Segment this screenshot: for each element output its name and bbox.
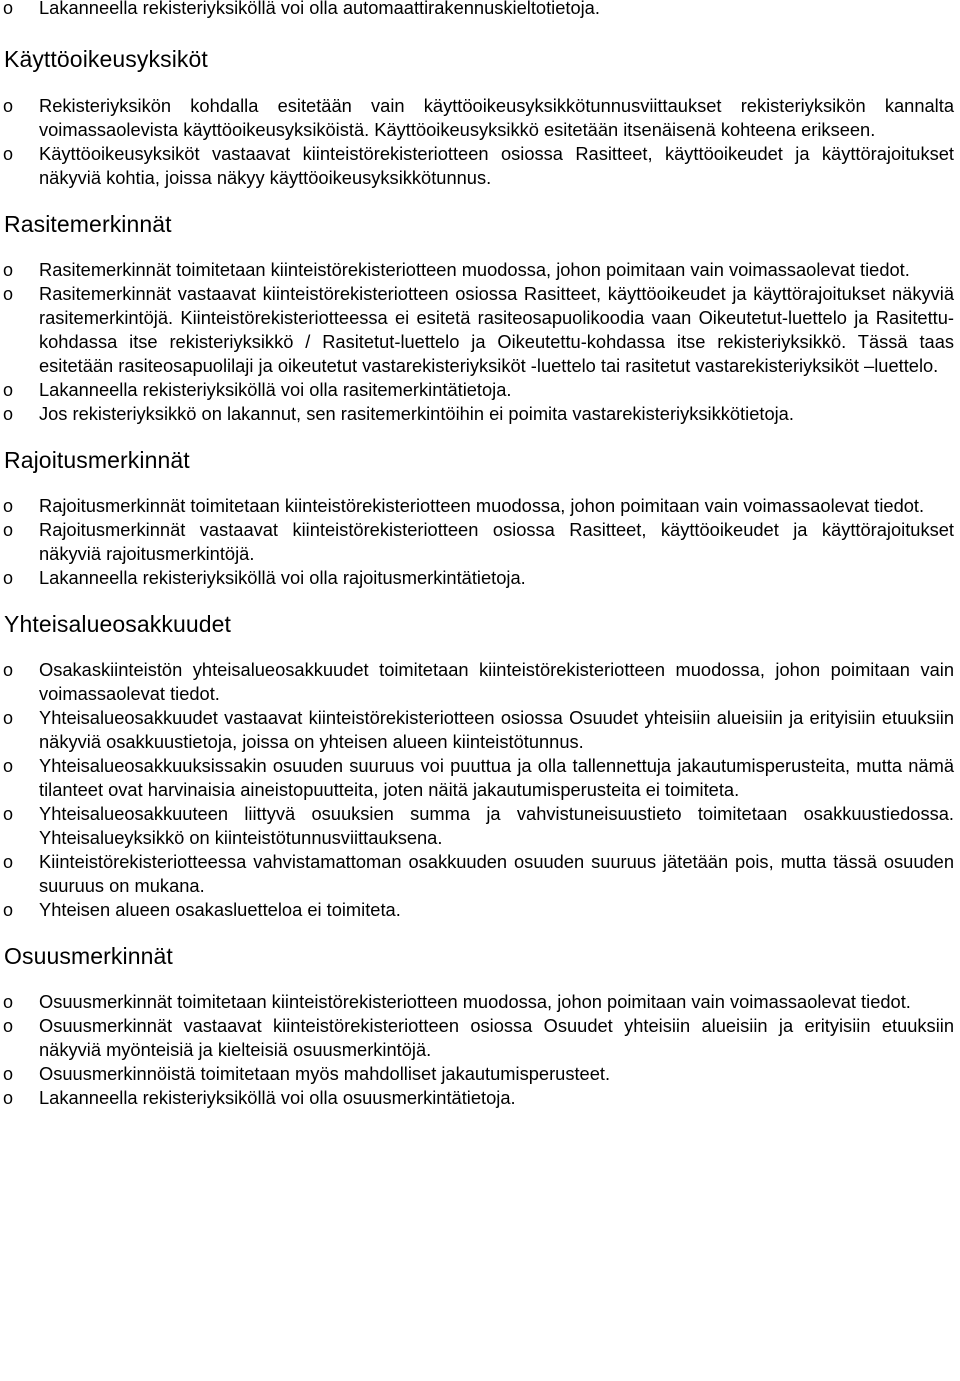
bullet-marker: o: [3, 708, 14, 728]
list-item: o Osuusmerkinnät vastaavat kiinteistörekisteriotteen osiossa Osuudet yhteisiin alueisiin ja erityisiin etuuksiin näkyviä myönteisiä ja kielteisiä osuusmerkintöjä.: [3, 1015, 954, 1060]
bullet-marker: o: [3, 1088, 14, 1108]
list-item: o Yhteisalueosakkuuksissakin osuuden suuruus voi puuttua ja olla tallennettuja jakautumisperusteita, mutta nämä tilanteet ovat harvinaisia aineistopuutteita, joten näitä jakautumisperusteita ei toimiteta.: [3, 755, 954, 800]
list-item: o Yhteisalueosakkuuteen liittyvä osuuksien summa ja vahvistuneisuustieto toimitetaan osakkuustiedossa. Yhteisalueyksikkö on kiinteistötunnusviittauksena.: [3, 803, 954, 848]
list-item: o Yhteisen alueen osakasluetteloa ei toimiteta.: [3, 899, 401, 920]
bullet-marker: o: [3, 804, 14, 824]
list-item: o Osuusmerkinnöistä toimitetaan myös mahdolliset jakautumisperusteet.: [3, 1063, 611, 1084]
section-kayttooikeusyksikot: [0, 45, 960, 190]
list-item: o Käyttöoikeusyksiköt vastaavat kiinteistörekisteriotteen osiossa Rasitteet, käyttöoikeudet ja käyttörajoitukset näkyviä kohtia, joissa näkyy käyttöoikeusyksikkötunnus.: [3, 143, 954, 188]
list-item: o Lakanneella rekisteriyksiköllä voi olla osuusmerkintätietoja.: [3, 1087, 516, 1108]
bullet-marker: o: [3, 900, 14, 920]
section-heading: Osuusmerkinnät: [4, 943, 173, 969]
bullet-marker: o: [3, 284, 14, 304]
bullet-marker: o: [3, 852, 14, 872]
section-heading: Rasitemerkinnät: [4, 211, 172, 237]
bullet-marker: o: [3, 568, 14, 588]
list-item: o Rajoitusmerkinnät toimitetaan kiinteistörekisteriotteen muodossa, johon poimitaan vain voimassaolevat tiedot.: [3, 495, 925, 516]
list-item: o Kiinteistörekisteriotteessa vahvistamattoman osakkuuden osuuden suuruus jätetään pois, mutta tässä osuuden suuruus on mukana.: [3, 851, 954, 896]
section-heading: Yhteisalueosakkuudet: [4, 611, 232, 637]
section-rajoitusmerkinnat: [0, 446, 960, 590]
bullet-marker: o: [3, 660, 14, 680]
bullet-marker: o: [3, 0, 14, 18]
list-item: o Rasitemerkinnät toimitetaan kiinteistörekisteriotteen muodossa, johon poimitaan vain voimassaolevat tiedot.: [3, 259, 910, 280]
bullet-list: [0, 258, 960, 426]
list-item: o Lakanneella rekisteriyksiköllä voi olla rasitemerkintätietoja.: [3, 379, 512, 400]
section-heading: Rajoitusmerkinnät: [4, 447, 190, 473]
bullet-marker: o: [3, 404, 14, 424]
bullet-list: [0, 658, 960, 922]
list-item: o Yhteisalueosakkuudet vastaavat kiinteistörekisteriotteen osiossa Osuudet yhteisiin alueisiin ja erityisiin etuuksiin näkyviä osakkuustietoja, joissa on yhteisen alueen kiinteistötunnus.: [3, 707, 954, 752]
list-item: o Rekisteriyksikön kohdalla esitetään vain käyttöoikeusyksikkötunnusviittaukset rekisteriyksikön kannalta voimassaolevista käyttöoikeusyksiköistä. Käyttöoikeusyksikkö esitetään itsenäisenä kohteena erikseen.: [3, 95, 954, 140]
bullet-marker: o: [3, 1016, 14, 1036]
bullet-marker: o: [3, 756, 14, 776]
list-item: o Lakanneella rekisteriyksiköllä voi olla automaattirakennuskieltotietoja.: [0, 0, 960, 20]
bullet-list: [0, 0, 960, 20]
section-heading: Käyttöoikeusyksiköt: [4, 46, 208, 72]
bullet-list: [0, 494, 960, 590]
bullet-marker: o: [3, 496, 14, 516]
section-rasitemerkinnat: [0, 210, 960, 426]
section-osuusmerkinnat: [0, 942, 960, 1110]
bullet-list: [0, 990, 960, 1110]
bullet-marker: o: [3, 96, 14, 116]
bullet-list: [0, 94, 960, 190]
list-item: o Osuusmerkinnät toimitetaan kiinteistörekisteriotteen muodossa, johon poimitaan vain voimassaolevat tiedot.: [3, 991, 911, 1012]
list-item: o Rajoitusmerkinnät vastaavat kiinteistörekisteriotteen osiossa Rasitteet, käyttöoikeudet ja käyttörajoitukset näkyviä rajoitusmerkintöjä.: [3, 519, 954, 564]
bullet-marker: o: [3, 380, 14, 400]
list-item: o Rasitemerkinnät vastaavat kiinteistörekisteriotteen osiossa Rasitteet, käyttöoikeudet ja käyttörajoitukset näkyviä rasitemerkintöjä. Kiinteistörekisteriotteessa ei esitetä rasiteosapuolikoodia vaan Oikeutetut-luettelo ja Rasitettu-kohdassa itse rekisteriyksikkö / Rasitetut-luettelo ja Oikeutettu-kohdassa itse rekisteriyksikkö. Tässä taas esitetään rasiteosapuolilaji ja oikeutetut vastarekisteriyksiköt -luettelo tai rasitetut vastarekisteriyksiköt –luettelo.: [3, 283, 954, 376]
list-item: o Lakanneella rekisteriyksiköllä voi olla rajoitusmerkintätietoja.: [3, 567, 526, 588]
list-item: o Osakaskiinteistön yhteisalueosakkuudet toimitetaan kiinteistörekisteriotteen muodossa, johon poimitaan vain voimassaolevat tiedot.: [3, 659, 954, 704]
bullet-marker: o: [3, 520, 14, 540]
bullet-marker: o: [3, 260, 14, 280]
section-intro: [0, 0, 960, 20]
bullet-marker: o: [3, 1064, 14, 1084]
bullet-marker: o: [3, 144, 14, 164]
list-item: o Jos rekisteriyksikkö on lakannut, sen rasitemerkintöihin ei poimita vastarekisteriyksikkötietoja.: [3, 403, 794, 424]
bullet-marker: o: [3, 992, 14, 1012]
section-yhteisalueosakkuudet: [0, 610, 960, 922]
